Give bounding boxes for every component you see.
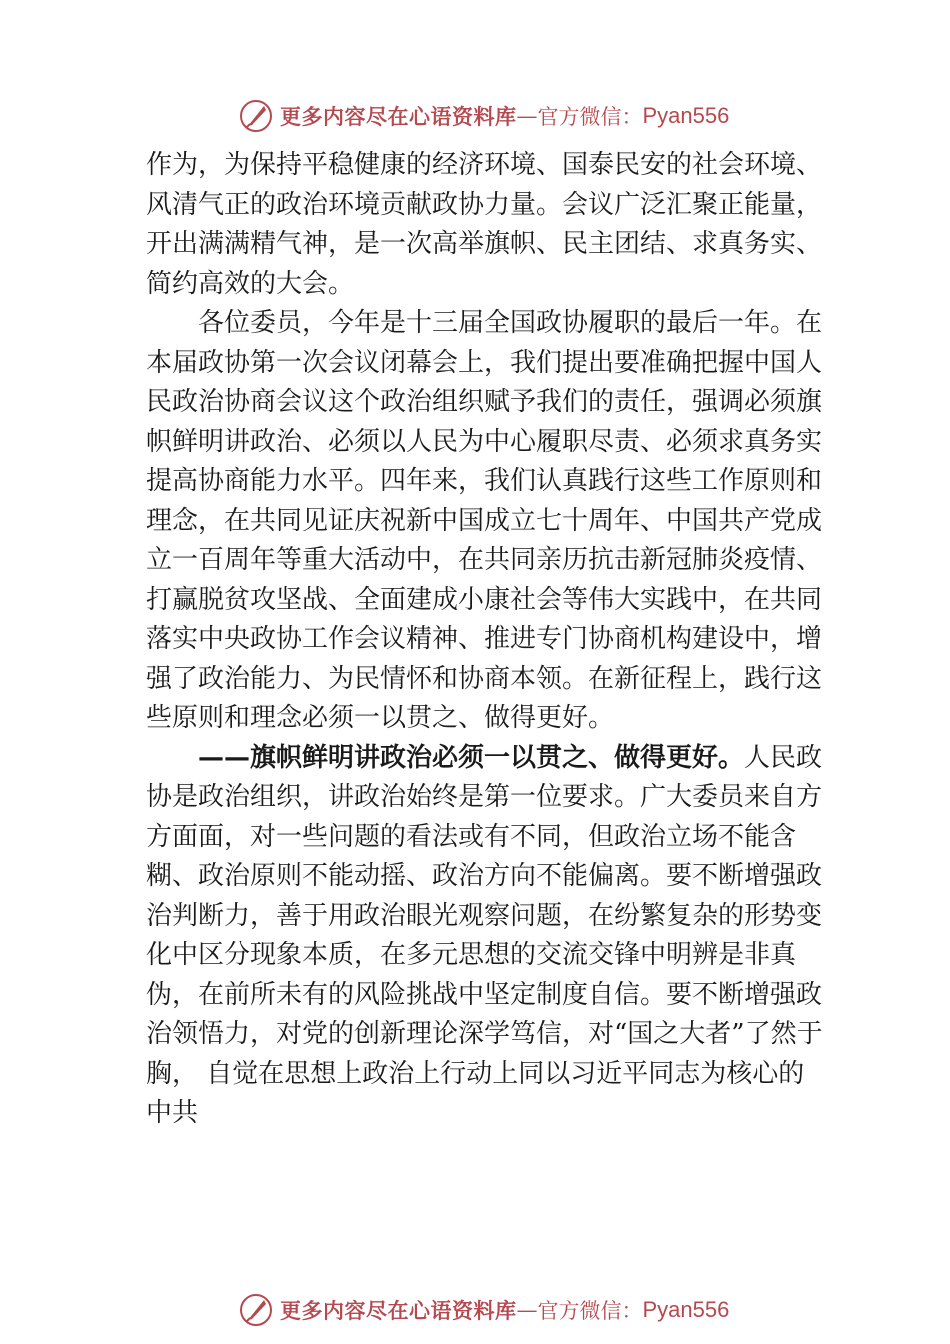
footer-banner [238,1290,729,1330]
banner-label: 官方微信： [537,1299,643,1323]
quill-pen-logo-icon [238,1292,274,1328]
banner-title: 更多内容尽在心语资料库 [280,104,517,129]
paragraph-3 [146,739,826,1134]
paragraph-2: 各位委员，今年是十三届全国政协履职的最后一年。在本届政协第一次会议闭幕会上，我们提出要准确把握中国人民政治协商会议这个政治组织赋予我们的责任，强调必须旗帜鲜明讲政治、必须以人民为中心履职尽责、必须求真务实提高协商能力水平。四年来，我们认真践行这些工作原则和理念，在共同见证庆祝新中国成立七十周年、中国共产党成立一百周年等重大活动中，在共同亲历抗击新冠肺炎疫情、 打赢脱贫攻坚战、全面建成小康社会等伟大实践中，在共同落实中央政协工作会议精神、推进专门协商机构建设中，增强了政治能力、为民情怀和协商本领。在新征程上，践行这些原则和理念必须一以贯之、做得更好。 [146,308,823,733]
paragraph-3-heading: ——旗帜鲜明讲政治必须一以贯之、做得更好。 [198,742,745,773]
quill-pen-logo-icon [238,98,274,134]
paragraph-1: 作为，为保持平稳健康的经济环境、国泰民安的社会环境、 风清气正的政治环境贡献政协力量。会议广泛汇聚正能量， 开出满满精气神，是一次高举旗帜、民主团结、求真务实、 简约高效的大会。 [146,150,823,299]
banner-wechat-id: Pyan556 [642,103,730,128]
banner-separator: — [516,1298,538,1322]
banner-wechat-id: Pyan556 [642,1297,730,1322]
document-body [146,146,826,1134]
banner-label: 官方微信： [537,105,643,129]
header-banner [238,96,729,136]
banner-title: 更多内容尽在心语资料库 [280,1298,517,1323]
paragraph-3-text: 人民政协是政治组织，讲政治始终是第一位要求。广大委员来自方方面面，对一些问题的看法或有不同，但政治立场不能含糊、政治原则不能动摇、政治方向不能偏离。要不断增强政治判断力，善于用政治眼光观察问题，在纷繁复杂的形势变化中区分现象本质，在多元思想的交流交锋中明辨是非真伪，在前所未有的风险挑战中坚定制度自信。要不断增强政治领悟力，对党的创新理论深学笃信，对“国之大者”了然于胸， 自觉在思想上政治上行动上同以习近平同志为核心的中共 [146,742,823,1128]
banner-separator: — [516,104,538,128]
